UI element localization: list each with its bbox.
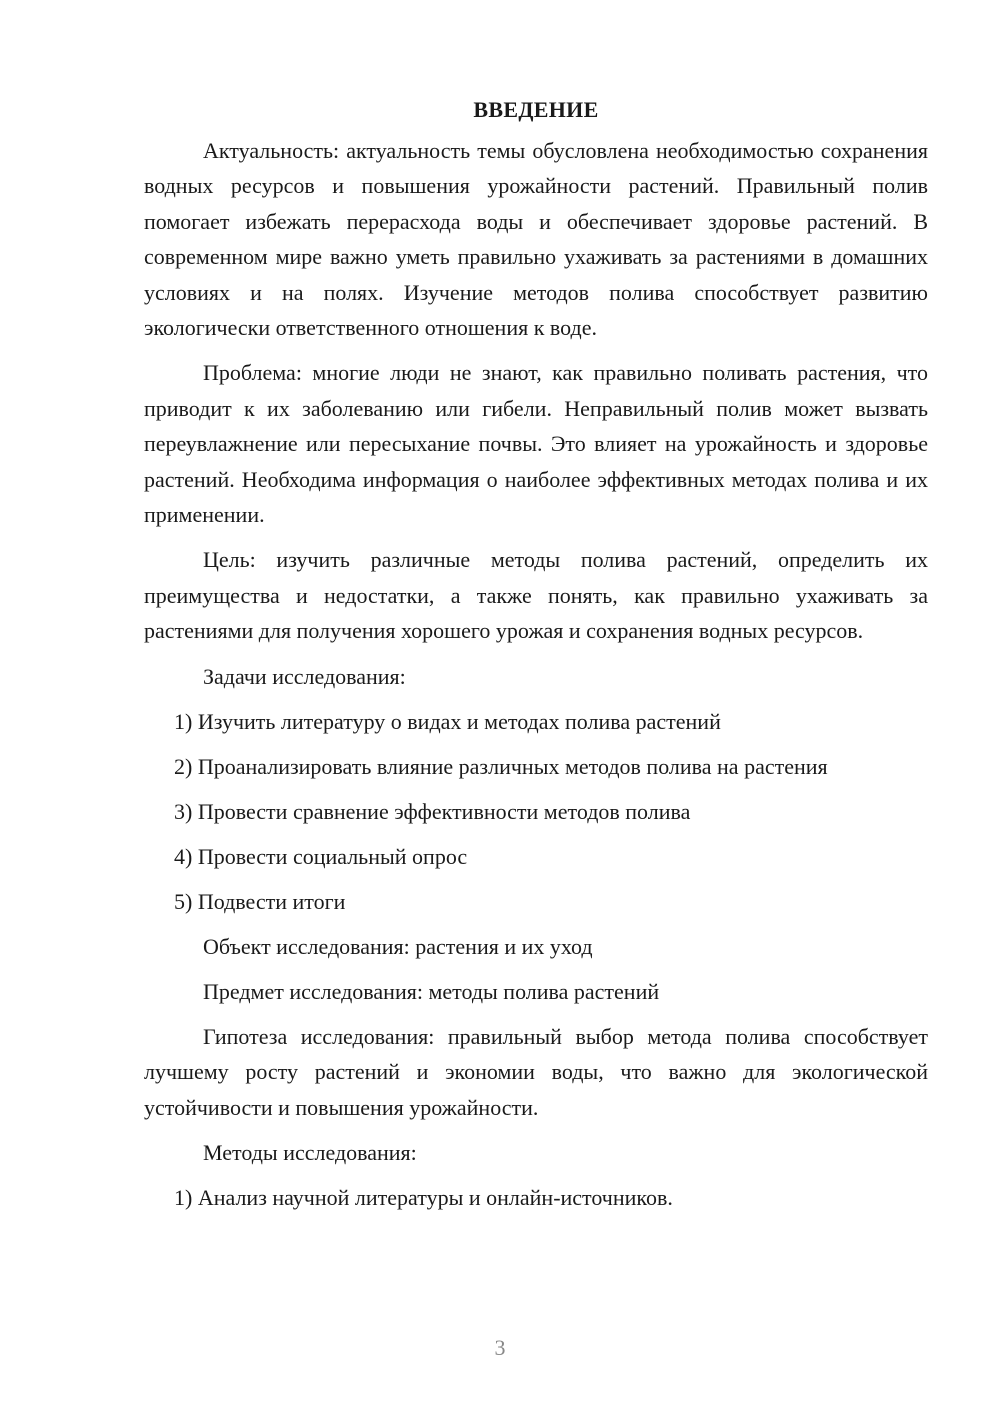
task-item: 3) Провести сравнение эффективности методов полива (174, 798, 691, 824)
task-item: 4) Провести социальный опрос (174, 843, 468, 869)
page-number: 3 (494, 1335, 506, 1360)
goal-paragraph: Цель: изучить различные методы полива растений, определить их преимущества и недостатки, а также понять, как правильно ухаживать за растениями для получения хорошего урожая и сохранения водных ресурсов. (144, 547, 928, 644)
task-item: 2) Проанализировать влияние различных методов полива на растения (174, 753, 828, 779)
relevance-paragraph: Актуальность: актуальность темы обусловлена необходимостью сохранения водных ресурсов и повышения урожайности растений. Правильный полив помогает избежать перерасхода воды и обеспечивает здоровье растений. В современном мире важно уметь правильно ухаживать за растениями в домашних условиях и на полях. Изучение методов полива способствует развитию экологически ответственного отношения к воде. (144, 138, 928, 341)
page-title: ВВЕДЕНИЕ (473, 97, 599, 122)
document-page (144, 92, 928, 1225)
task-item: 5) Подвести итоги (174, 888, 346, 914)
problem-paragraph: Проблема: многие люди не знают, как правильно поливать растения, что приводит к их заболеванию или гибели. Неправильный полив может вызвать переувлажнение или пересыхание почвы. Это влияет на урожайность и здоровье растений. Необходима информация о наиболее эффективных методах полива и их применении. (144, 360, 928, 528)
hypothesis-paragraph: Гипотеза исследования: правильный выбор метода полива способствует лучшему росту растений и экономии воды, что важно для экологической устойчивости и повышения урожайности. (144, 1023, 928, 1120)
research-object: Объект исследования: растения и их уход (203, 933, 593, 959)
task-item: 1) Изучить литературу о видах и методах полива растений (174, 708, 721, 734)
tasks-heading: Задачи исследования: (203, 663, 406, 689)
research-subject: Предмет исследования: методы полива растений (203, 978, 660, 1004)
method-item: 1) Анализ научной литературы и онлайн-источников. (174, 1184, 673, 1210)
methods-heading: Методы исследования: (203, 1139, 417, 1165)
